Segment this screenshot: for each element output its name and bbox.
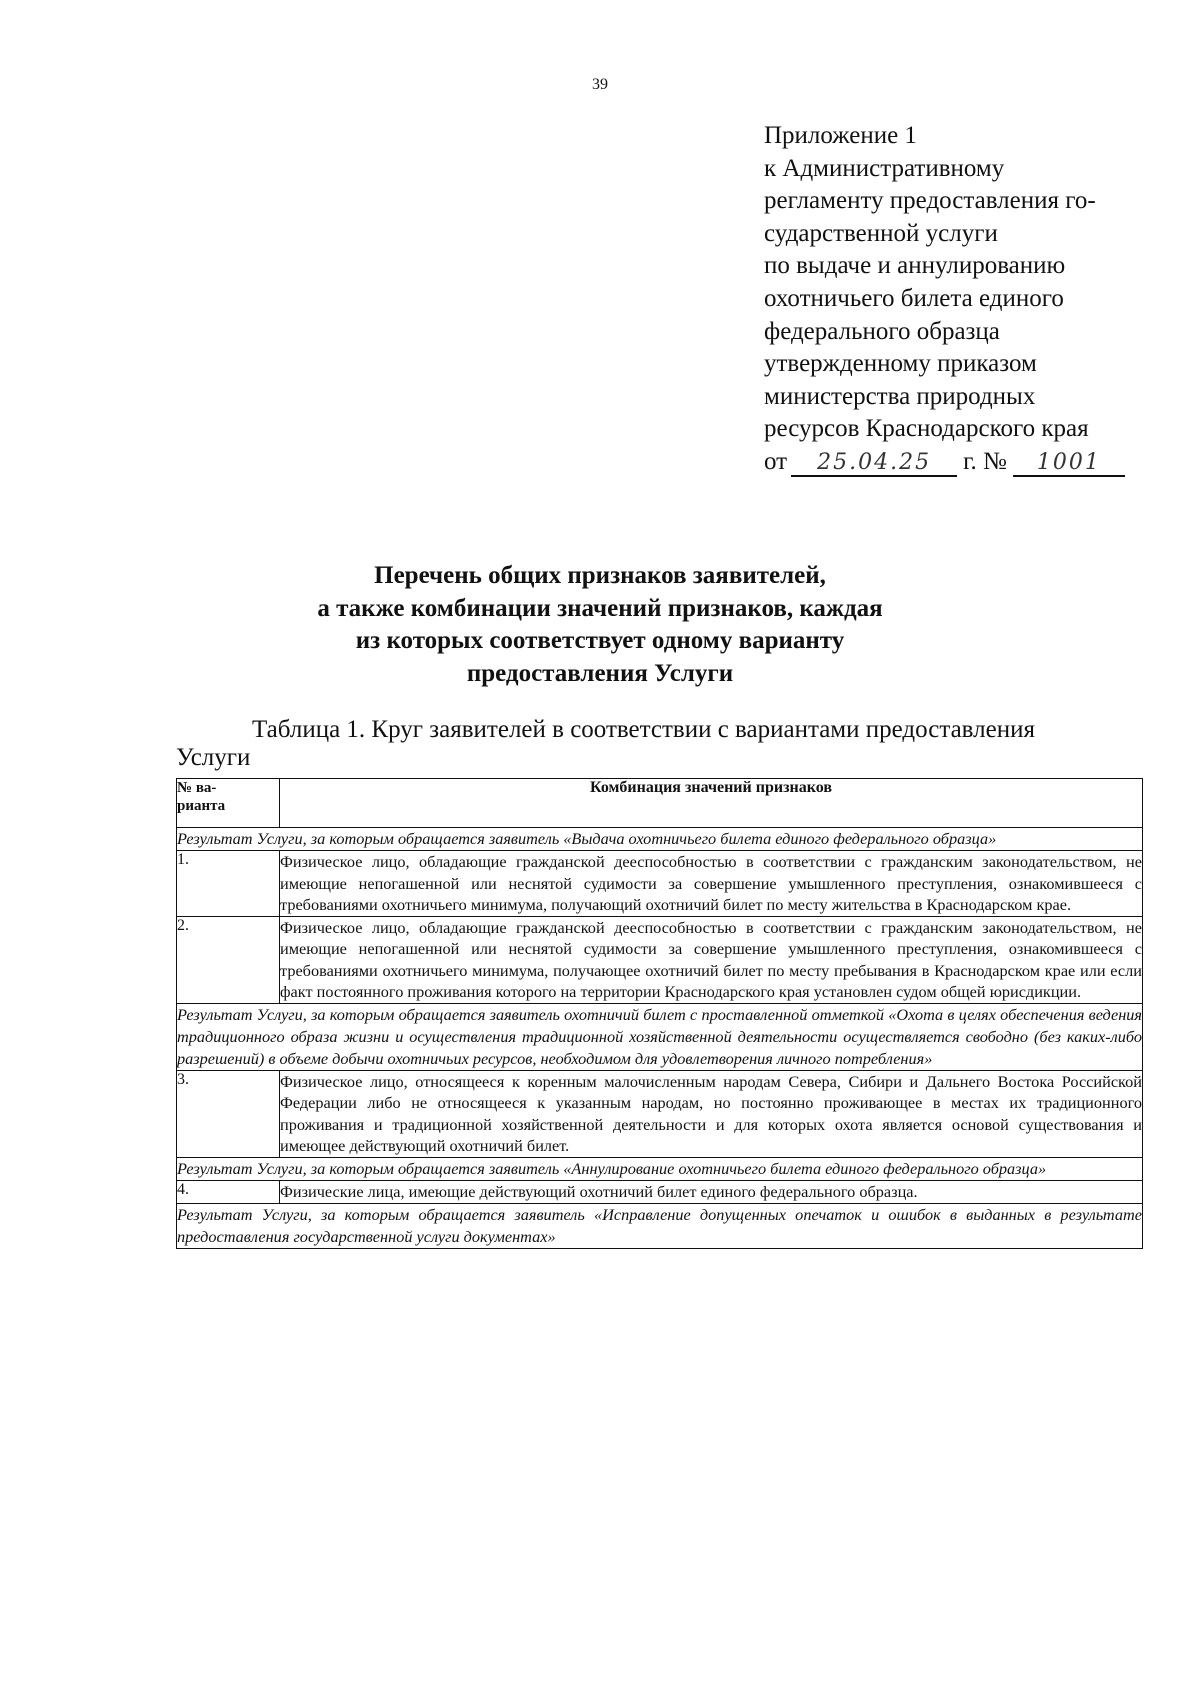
number-label: г. № bbox=[963, 447, 1007, 475]
title-line: предоставления Услуги bbox=[466, 659, 734, 687]
appendix-line: по выдаче и аннулированию bbox=[764, 252, 1066, 280]
appendix-line: федерального образца bbox=[764, 317, 1000, 345]
header-combination: Комбинация значений признаков bbox=[280, 779, 1143, 828]
appendix-line: сударственной услуги bbox=[764, 219, 998, 247]
table-row bbox=[177, 1180, 1143, 1203]
variant-number: 1. bbox=[177, 851, 280, 917]
page-number: 39 bbox=[592, 76, 608, 93]
result-text: Результат Услуги, за которым обращается заявитель «Аннулирование охотничьего билета единого федерального образца» bbox=[177, 1157, 1143, 1180]
title-line: из которых соответствует одному варианту bbox=[355, 627, 845, 654]
appendix-header bbox=[764, 120, 1144, 479]
table-row bbox=[177, 851, 1143, 917]
table-row bbox=[177, 916, 1143, 1003]
result-text: Результат Услуги, за которым обращается заявитель охотничий билет с проставленной отметкой «Охота в целях обеспечения ведения традиционного образа жизни и осуществления традиционной хозяйственной деятельности осуществляется свободно (без каких-либо разрешений) в объеме добычи охотничьих ресурсов, необходимом для удовлетворения личного потребления» bbox=[177, 1003, 1143, 1070]
variant-description: Физическое лицо, обладающие гражданской дееспособностью в соответствии с гражданским законодательством, не имеющие непогашенной или неснятой судимости за совершение умышленного преступления, ознакомившееся с требованиями охотничьего минимума, получающее охотничий билет по месту пребывания в Краснодарском крае или если факт постоянного проживания которого на территории Краснодарского края установлен судом общей юрисдикции. bbox=[280, 917, 1142, 1001]
header-variant-number: № ва- рианта bbox=[177, 779, 280, 828]
handwritten-number: 1001 bbox=[1013, 451, 1125, 477]
appendix-line: охотничьего билета единого bbox=[764, 284, 1064, 312]
document-title bbox=[0, 560, 1200, 690]
variant-description: Физическое лицо, относящееся к коренным малочисленным народам Севера, Сибири и Дальнего Востока Российской Федерации либо не относящееся к указанным народам, но постоянно проживающее в местах их традиционного проживания и традиционной хозяйственной деятельности и для которых охота является основой существования и имеющее действующий охотничий билет. bbox=[280, 1071, 1142, 1155]
result-text: Результат Услуги, за которым обращается заявитель «Выдача охотничьего билета единого федерального образца» bbox=[177, 828, 1143, 851]
appendix-line: утвержденному приказом bbox=[764, 350, 1037, 378]
handwritten-date: 25.04.25 bbox=[791, 451, 957, 477]
appendix-line: регламенту предоставления го- bbox=[764, 187, 1096, 215]
result-row bbox=[177, 1203, 1143, 1248]
appendix-line: Приложение 1 bbox=[764, 122, 917, 149]
order-reference bbox=[764, 446, 1144, 479]
appendix-line: ресурсов Краснодарского края bbox=[764, 415, 1089, 443]
variant-description: Физические лица, имеющие действующий охотничий билет единого федерального образца. bbox=[280, 1180, 1143, 1203]
result-text: Результат Услуги, за которым обращается заявитель «Исправление допущенных опечаток и ошибок в выданных в результате предоставления государственной услуги документах» bbox=[177, 1203, 1143, 1248]
title-line: а также комбинации значений признаков, каждая bbox=[317, 594, 883, 622]
result-row bbox=[177, 828, 1143, 851]
table-caption-line: Таблица 1. Круг заявителей в соответствии с вариантами предоставления bbox=[252, 716, 1035, 743]
appendix-line: к Административному bbox=[764, 154, 1005, 182]
table-caption-line: Услуги bbox=[176, 744, 251, 771]
title-line: Перечень общих признаков заявителей, bbox=[374, 562, 826, 589]
table-row bbox=[177, 1070, 1143, 1157]
applicants-table bbox=[176, 778, 1143, 1249]
appendix-line: министерства природных bbox=[764, 382, 1036, 410]
from-label: от bbox=[764, 447, 788, 475]
variant-number: 2. bbox=[177, 916, 280, 1003]
variant-description: Физическое лицо, обладающие гражданской дееспособностью в соответствии с гражданским законодательством, не имеющие непогашенной или неснятой судимости за совершение умышленного преступления, ознакомившееся с требованиями охотничьего минимума, получающий охотничий билет по месту жительства в Краснодарском крае. bbox=[280, 852, 1142, 914]
result-row bbox=[177, 1157, 1143, 1180]
variant-number: 3. bbox=[177, 1070, 280, 1157]
result-row bbox=[177, 1003, 1143, 1070]
variant-number: 4. bbox=[177, 1180, 280, 1203]
table-header-row bbox=[177, 779, 1143, 828]
table-caption bbox=[176, 716, 1144, 772]
